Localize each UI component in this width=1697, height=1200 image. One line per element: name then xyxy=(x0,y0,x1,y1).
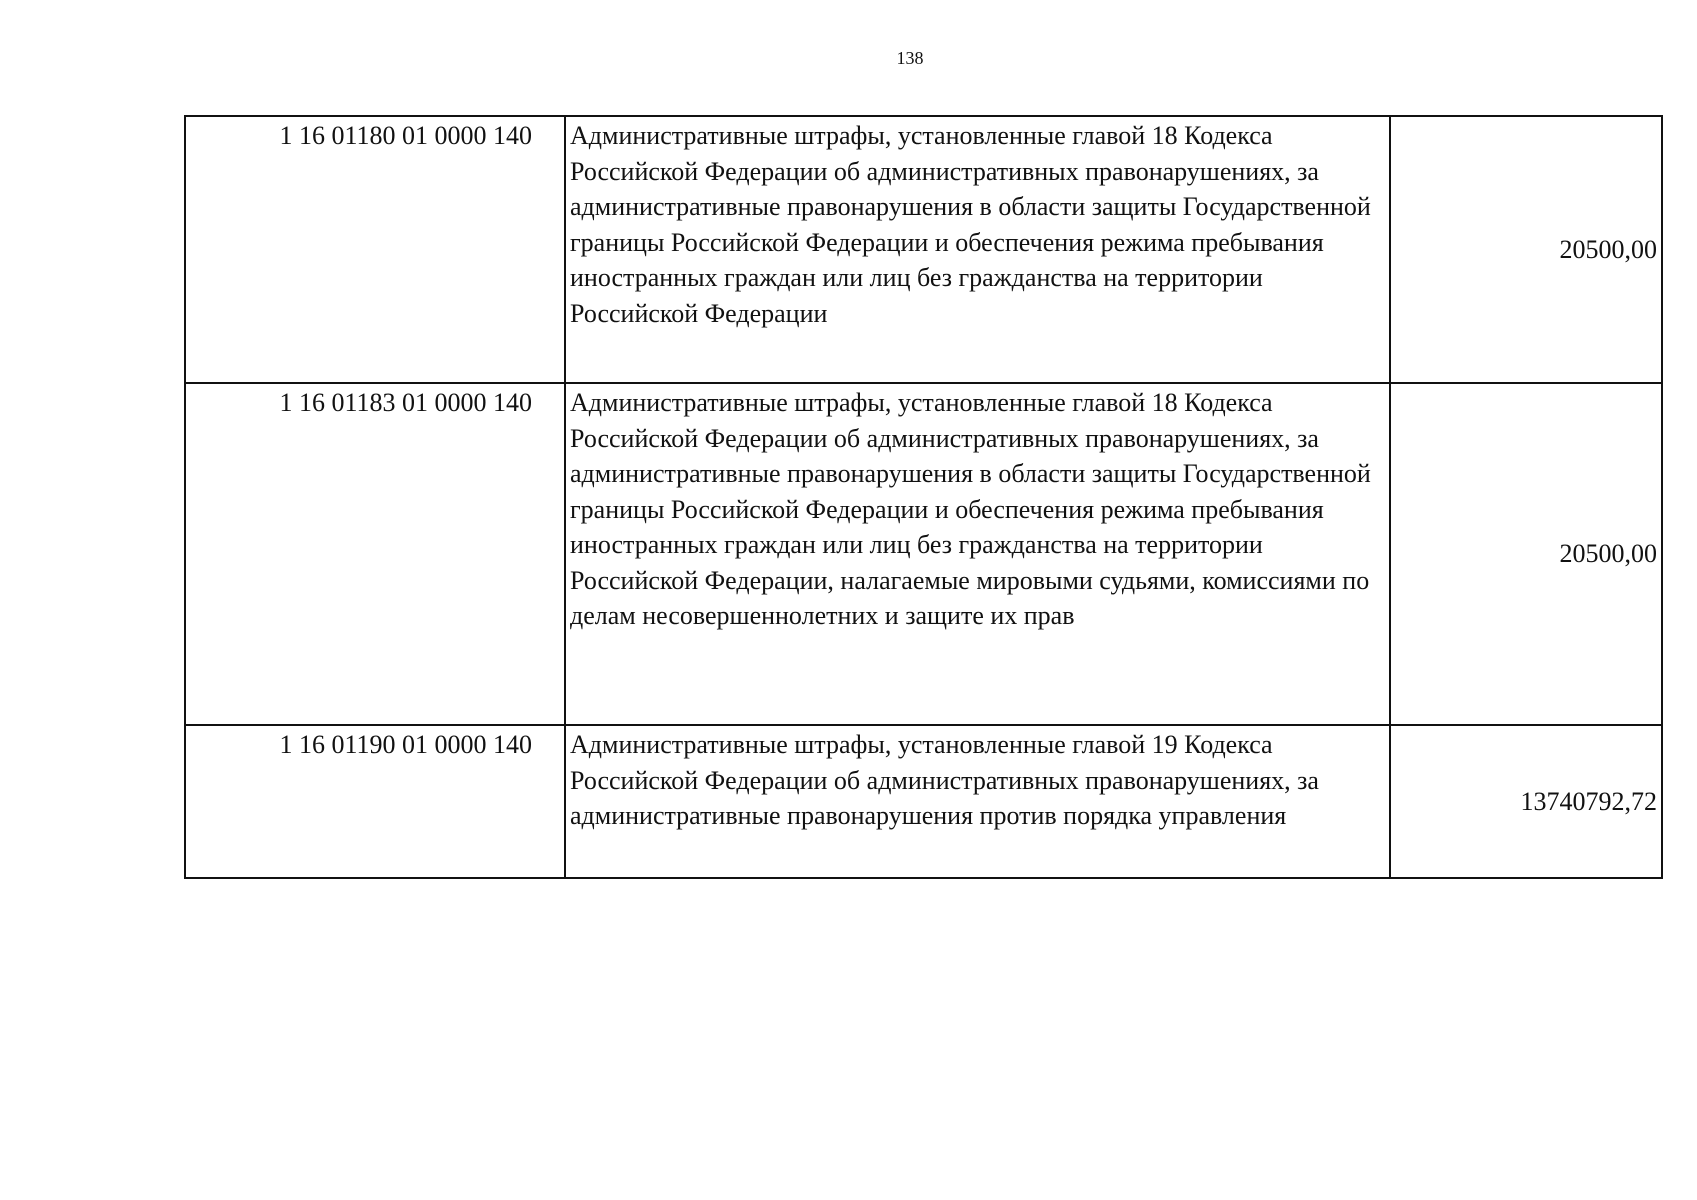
amount-cell: 20500,00 xyxy=(1390,116,1662,383)
amount-cell: 20500,00 xyxy=(1390,383,1662,725)
description-cell: Административные штрафы, установленные главой 19 Кодекса Российской Федерации об административных правонарушениях, за административные правонарушения против порядка управления xyxy=(565,725,1390,878)
table-row xyxy=(185,116,1662,383)
table-row xyxy=(185,383,1662,725)
page-number: 138 xyxy=(896,48,924,68)
description-cell: Административные штрафы, установленные главой 18 Кодекса Российской Федерации об административных правонарушениях, за административные правонарушения в области защиты Государственной границы Российской Федерации и обеспечения режима пребывания иностранных граждан или лиц без гражданства на территории Российской Федерации, налагаемые мировыми судьями, комиссиями по делам несовершеннолетних и защите их прав xyxy=(565,383,1390,725)
classification-code-cell: 1 16 01180 01 0000 140 xyxy=(185,116,565,383)
budget-revenue-table xyxy=(184,115,1663,879)
table-row xyxy=(185,725,1662,878)
classification-code-cell: 1 16 01190 01 0000 140 xyxy=(185,725,565,878)
amount-cell: 13740792,72 xyxy=(1390,725,1662,878)
description-cell: Административные штрафы, установленные главой 18 Кодекса Российской Федерации об административных правонарушениях, за административные правонарушения в области защиты Государственной границы Российской Федерации и обеспечения режима пребывания иностранных граждан или лиц без гражданства на территории Российской Федерации xyxy=(565,116,1390,383)
classification-code-cell: 1 16 01183 01 0000 140 xyxy=(185,383,565,725)
